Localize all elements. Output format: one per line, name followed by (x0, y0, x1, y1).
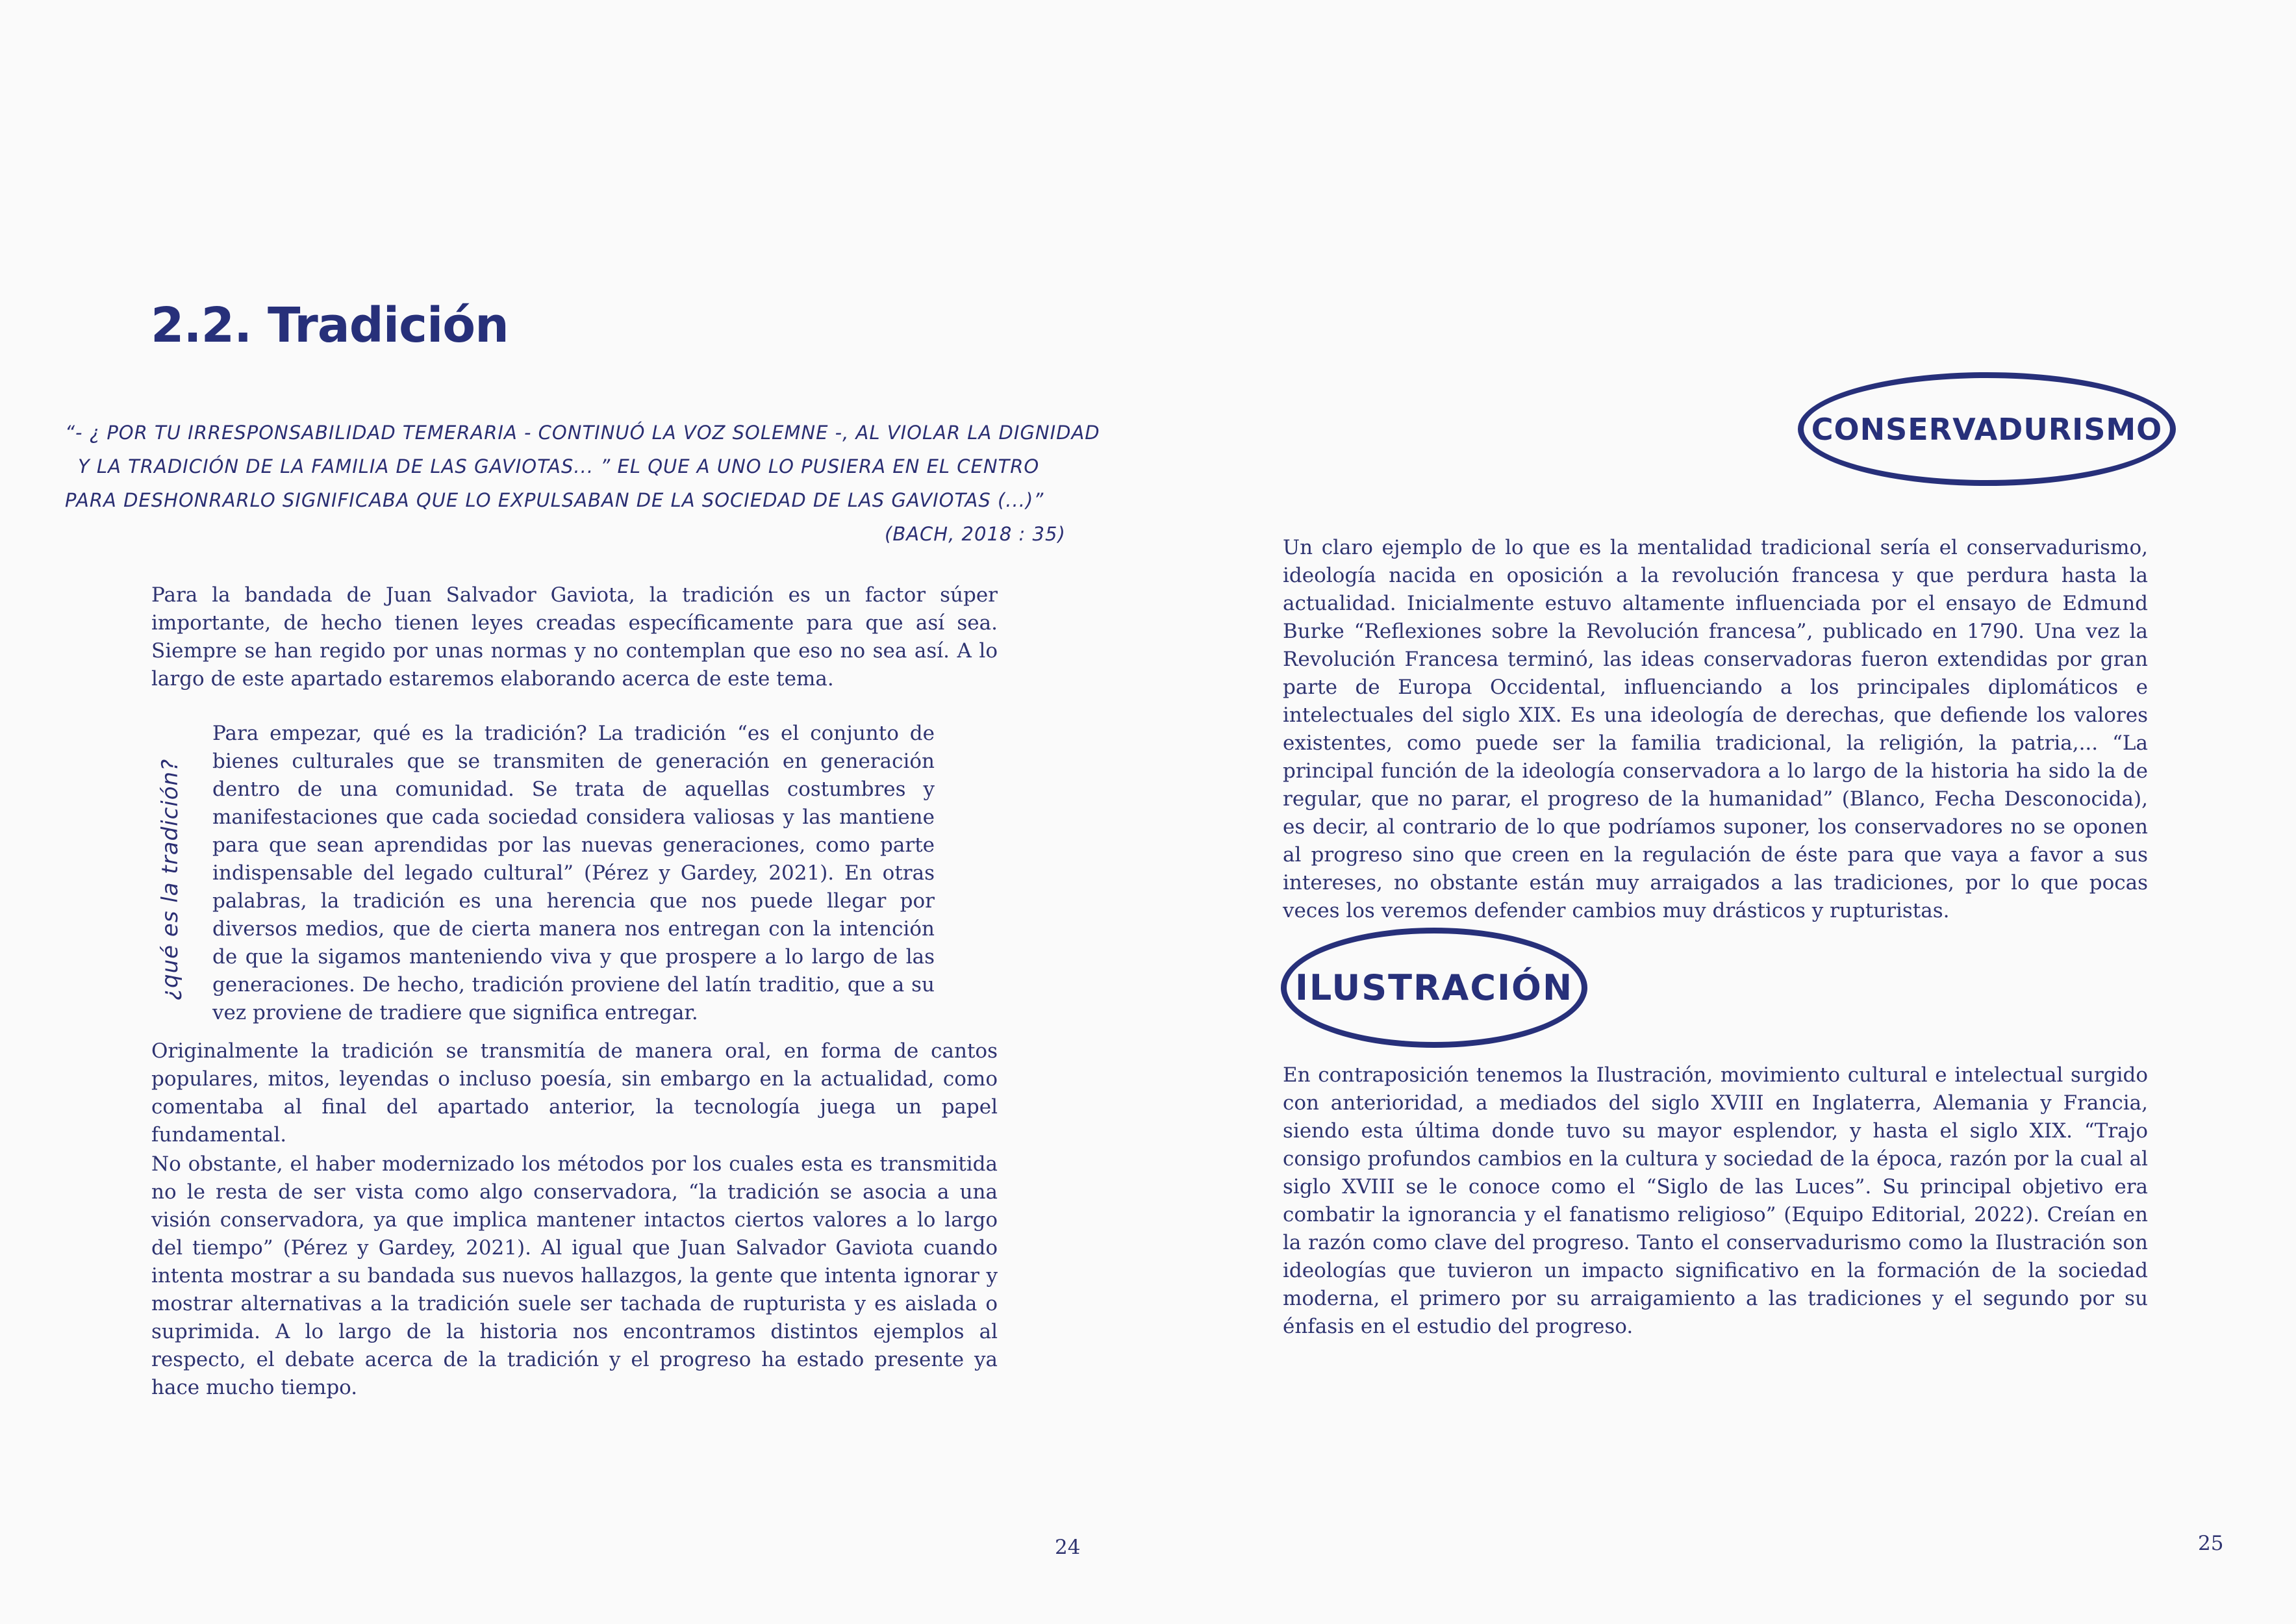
paragraph-conservadurismo: Un claro ejemplo de lo que es la mentalidad tradicional sería el conservadurismo, ideología nacida en oposición a la revolución francesa y que perdura hasta la actualidad. Inicialmente estuvo altamente influenciada por el ensayo de Edmund Burke “Reflexiones sobre la Revolución francesa”, publicado en 1790. Una vez la Revolución Francesa terminó, las ideas conservadoras fueron extendidas por gran parte de Europa Occidental, influenciando a los principales diplomáticos e intelectuales del siglo XIX. Es una ideología de derechas, que defiende los valores existentes, como puede ser la familia tradicional, la religión, la patria,... “La principal función de la ideología conservadora a lo largo de la historia ha sido la de regular, que no parar, el progreso de la humanidad” (Blanco, Fecha Desconocida), es decir, al contrario de lo que podríamos suponer, los conservadores no se oponen al progreso sino que creen en la regulación de éste para que vaya a favor a sus intereses, no obstante están muy arraigados a las tradiciones, por lo que pocas veces los veremos defender cambios muy drásticos y rupturistas. (1283, 536, 2148, 922)
side-note-handwritten: ¿qué es la tradición? (157, 758, 183, 1000)
conservadurismo-oval-label: CONSERVADURISMO (1798, 372, 2176, 486)
page-number: 25 (2198, 1532, 2224, 1555)
paragraph-conservative-view: No obstante, el haber modernizado los métodos por los cuales esta es transmitida no le resta de ser vista como algo conservadora, “la tradición se asocia a una visión conservadora, ya que implica mantener intactos ciertos valores a lo largo del tiempo” (Pérez y Gardey, 2021). Al igual que Juan Salvador Gaviota cuando intenta mostrar a su bandada sus nuevos hallazgos, la gente que intenta ignorar y mostrar alternativas a la tradición suele ser tachada de rupturista y es aislada o suprimida. A lo largo de la historia nos encontramos distintos ejemplos al respecto, el debate acerca de la tradición y el progreso ha estado presente ya hace mucho tiempo. (151, 1152, 998, 1399)
quote-line: PARA DESHONRARLO SIGNIFICABA QUE LO EXPULSABAN DE LA SOCIEDAD DE LAS GAVIOTAS (...)” (65, 489, 1044, 511)
paragraph-ilustracion: En contraposición tenemos la Ilustración, movimiento cultural e intelectual surgido con anterioridad, a mediados del siglo XVIII en Inglaterra, Alemania y Francia, siendo esta última donde tuvo su mayor esplendor, y hasta el siglo XIX. “Trajo consigo profundos cambios en la cultura y sociedad de la época, razón por la cual al siglo XVIII se le conoce como el “Siglo de las Luces”. Su principal objetivo era combatir la ignorancia y el fanatismo religioso” (Equipo Editorial, 2022). Creían en la razón como clave del progreso. Tanto el conservadurismo como la Ilustración son ideologías que tuvieron un impacto significativo en la formación de la sociedad moderna, el primero por su arraigamiento a las tradiciones y el segundo por su énfasis en el estudio del progreso. (1283, 1063, 2148, 1338)
quote-line: Y LA TRADICIÓN DE LA FAMILIA DE LAS GAVIOTAS... ” EL QUE A UNO LO PUSIERA EN EL CENTRO (78, 455, 1040, 477)
quote-citation: (BACH, 2018 : 35) (885, 523, 1066, 545)
quote-line: “- ¿ POR TU IRRESPONSABILIDAD TEMERARIA - CONTINUÓ LA VOZ SOLEMNE -, AL VIOLAR LA DIGNIDAD (65, 422, 1100, 444)
right-page (1148, 0, 2296, 1624)
section-title: 2.2. Tradición (151, 298, 509, 353)
paragraph-definition: Para empezar, qué es la tradición? La tradición “es el conjunto de bienes culturales que se transmiten de generación en generación dentro de una comunidad. Se trata de aquellas costumbres y manifestaciones que cada sociedad considera valiosas y las mantiene para que sean aprendidas por las nuevas generaciones, como parte indispensable del legado cultural” (Pérez y Gardey, 2021). En otras palabras, la tradición es una herencia que nos puede llegar por diversos medios, que de cierta manera nos entregan con la intención de que la sigamos manteniendo viva y que prospere a lo largo de las generaciones. De hecho, tradición proviene del latín traditio, que a su vez proviene de tradiere que significa entregar. (212, 722, 935, 1024)
paragraph-oral-transmission: Originalmente la tradición se transmitía de manera oral, en forma de cantos populares, mitos, leyendas o incluso poesía, sin embargo en la actualidad, como comentaba al final del apartado anterior, la tecnología juega un papel fundamental. (151, 1039, 998, 1147)
page-number: 24 (1055, 1536, 1081, 1559)
paragraph-intro: Para la bandada de Juan Salvador Gaviota, la tradición es un factor súper importante, de hecho tienen leyes creadas específicamente para que así sea. Siempre se han regido por unas normas y no contemplan que eso no sea así. A lo largo de este apartado estaremos elaborando acerca de este tema. (151, 583, 998, 691)
handwritten-quote (65, 416, 1104, 551)
ilustracion-oval-label: ILUSTRACIÓN (1281, 928, 1587, 1048)
